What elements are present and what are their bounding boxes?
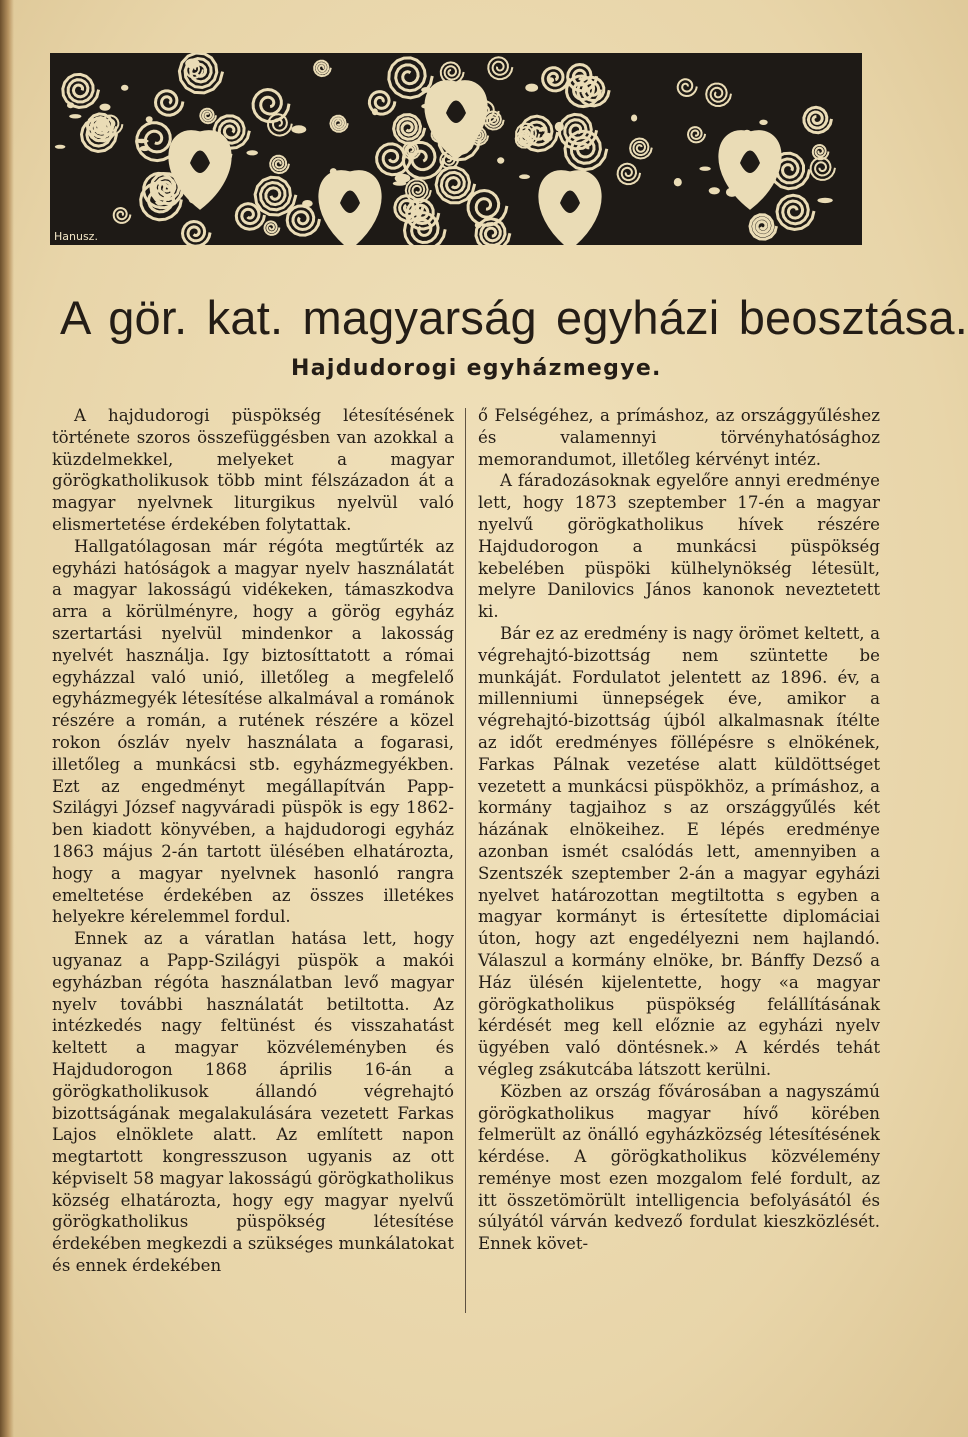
paragraph: A hajdudorogi püspökség létesítésének története szoros összefüggésben van azokkal a küzdelmekkel, melyeket a magyar görögkatholikusok több mint félszázadon át a magyar nyelvnek liturgikus nyelvül való elismertetése érdekében folytattak.	[52, 406, 454, 534]
paragraph: Közben az ország fővárosában a nagyszámú görögkatholikus magyar hívő körében felmerült az önálló egyházközség létesítésének kérdése. A görögkatholikus közvélemény reménye most ezen mozgalom felé fordult, az itt összetömörült intelligencia befolyásától és súlyától várván kedvező fordulat kieszközlését. Ennek követ-	[478, 1081, 880, 1254]
right-text-column	[478, 405, 880, 1255]
paragraph: Hallgatólagosan már régóta megtűrték az egyházi hatóságok a magyar nyelv használatát a magyar lakosságú vidékeken, támaszkodva arra a körülményre, hogy a görög egyház szertartási nyelvül mindenkor a lakosság nyelvét használja. Igy biztosíttatott a római egyházzal való unió, illetőleg a megfelelő egyházmegyék létesítése alkalmával a románok részére a román, a rutének részére a közel rokon ószláv nyelv használata a fogarasi, illetőleg a munkácsi stb. egyházmegyékben. Ezt az engedményt megállapítván Papp-Szilágyi József nagyváradi püspök is egy 1862-ben kiadott könyvében, a hajdudorogi egyház 1863 május 2-án tartott ülésében elhatározta, hogy a magyar nyelvnek hasonló rangra emeltetése érdekében az összes illetékes helyekre kérelemmel fordul.	[52, 536, 454, 927]
paragraph: A fáradozásoknak egyelőre annyi eredménye lett, hogy 1873 szeptember 17-én a magyar nyelvű görögkatholikus hívek részére Hajdudorogon a munkácsi püspökség kebelében püspöki külhelynökség létesült, melyre Danilovics János kanonok neveztetett ki.	[478, 471, 880, 622]
page-binding-edge	[0, 0, 14, 1437]
ornament-swirls-icon	[50, 53, 862, 245]
article-title: A gör. kat. magyarság egyházi beosztása.	[60, 291, 968, 344]
decorative-header-ornament	[50, 53, 862, 245]
paragraph: Bár ez az eredmény is nagy örömet keltett, a végrehajtó-bizottság nem szüntette be munkáját. Fordulatot jelentett az 1896. év, a millenniumi ünnepségek éve, amikor a végrehajtó-bizottság újból alkalmasnak ítélte az időt eredményes föllépésre s elnökének, Farkas Pálnak vezetése alatt küldöttséget vezetett a munkácsi püspökhöz, a prímáshoz, a kormány tagjaihoz s az országgyűlés két házának elnökeihez. E lépés eredménye azonban ismét csalódás lett, amennyiben a Szentszék szeptember 2-án a magyar egyházi nyelvet határozottan megtiltotta s egyben a magyar kormányt is értesítette diplomáciai úton, hogy azt engedélyezni nem hajlandó. Válaszul a kormány elnöke, br. Bánffy Dezső a Ház ülésén kijelentette, hogy «a magyar görögkatholikus püspökség felállításának kérdését meg kell előznie az egyházi nyelv ügyében való döntésnek.» A kérdés tehát végleg zsákutcába látszott kerülni.	[478, 623, 880, 1079]
column-divider	[465, 408, 466, 1313]
left-text-column	[52, 405, 454, 1277]
ornament-artist-signature: Hanusz.	[54, 230, 98, 243]
paragraph: ő Felségéhez, a prímáshoz, az országgyűléshez és valamennyi törvényhatósághoz memorandumot, illetőleg kérvényt intéz.	[478, 406, 880, 469]
paragraph: Ennek az a váratlan hatása lett, hogy ugyanaz a Papp-Szilágyi püspök a makói egyházban régóta használatban levő magyar nyelv további használatát betiltotta. Az intézkedés nagy feltünést és visszahatást keltett a magyar közvéleményben és Hajdudorogon 1868 április 16-án a görögkatholikusok állandó végrehajtó bizottságának megalakulására vezetett Farkas Lajos elnöklete alatt. Az említett napon megtartott kongresszuson ugyanis az ott képviselt 58 magyar lakosságú görögkatholikus község elhatározta, hogy egy magyar nyelvű görögkatholikus püspökség létesítése érdekében megkezdi a szükséges munkálatokat és ennek érdekében	[52, 929, 454, 1276]
article-subtitle: Hajdudorogi egyházmegye.	[291, 356, 662, 381]
